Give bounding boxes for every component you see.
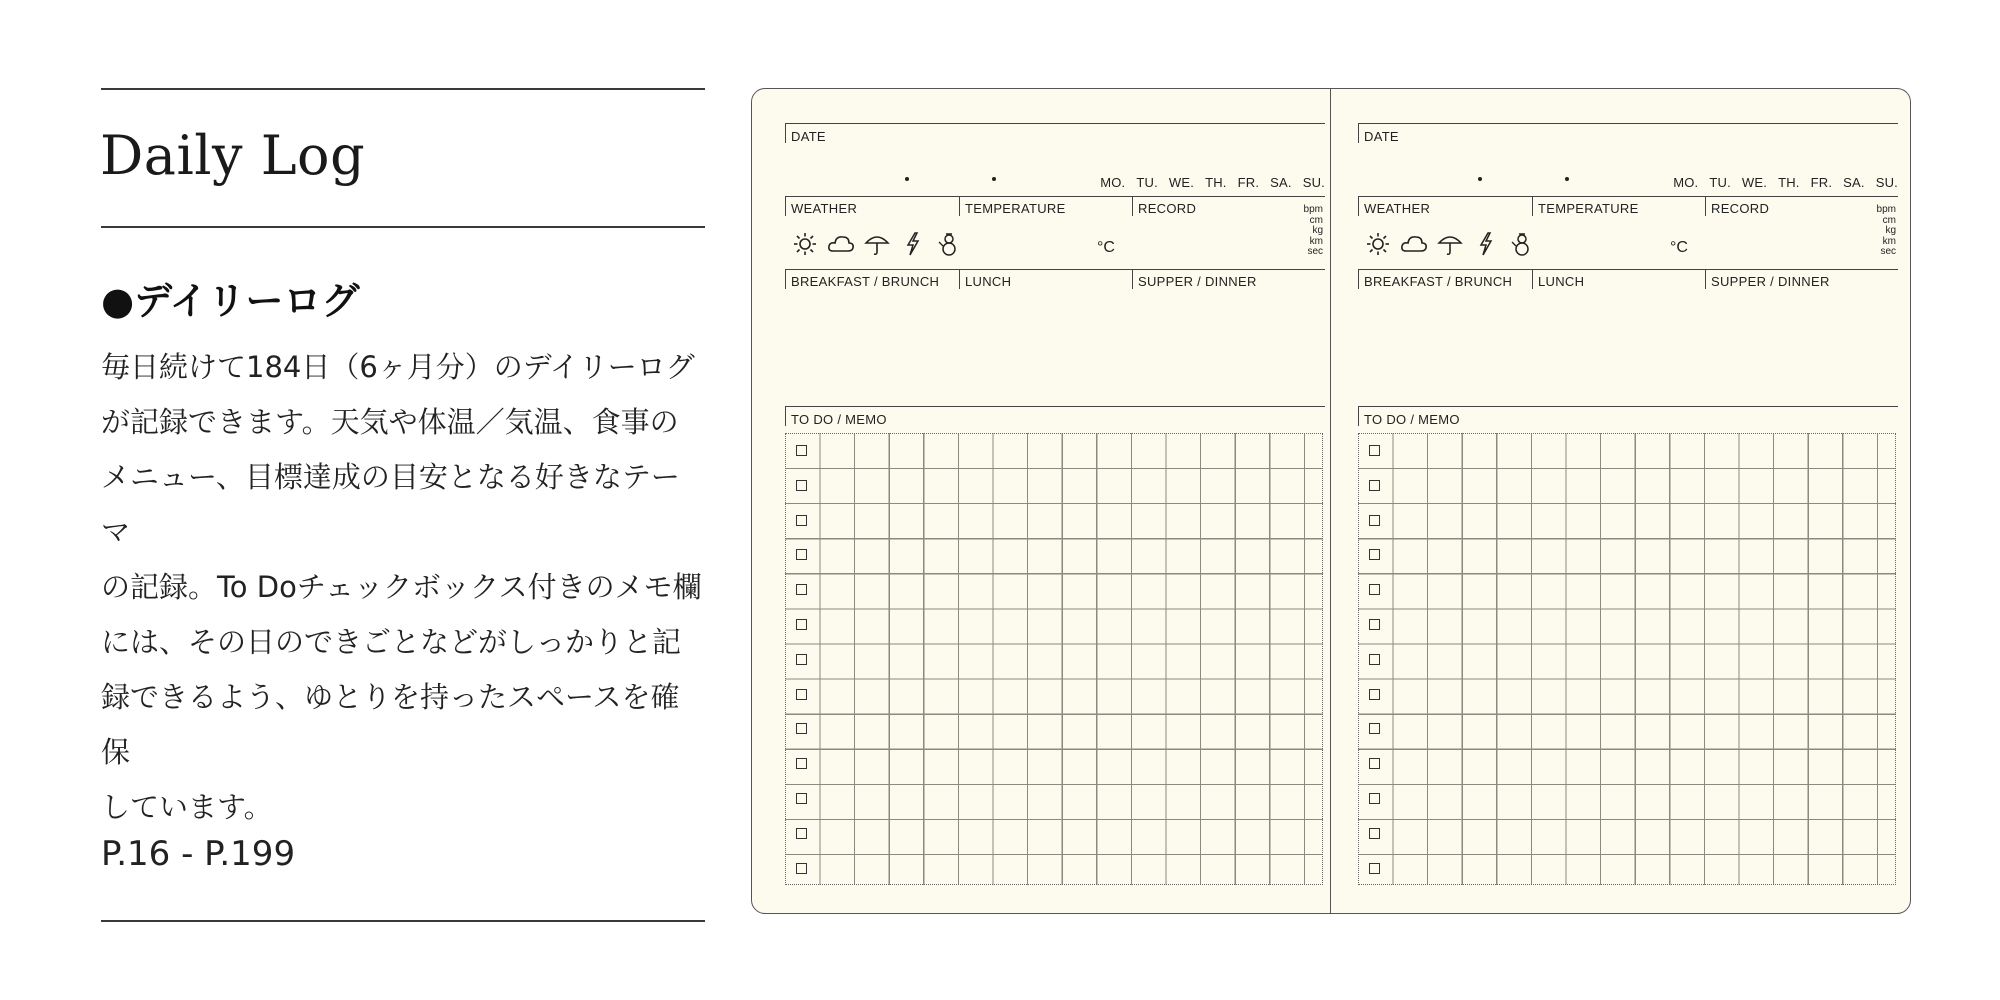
section-title: Daily Log: [100, 124, 366, 187]
temperature-label: TEMPERATURE: [965, 201, 1066, 216]
todo-divider: [785, 406, 786, 426]
lunch-label: LUNCH: [965, 274, 1012, 289]
unit-km: km: [1309, 235, 1323, 247]
weather-label: WEATHER: [1364, 201, 1431, 216]
todo-checkbox[interactable]: [1369, 723, 1380, 734]
umbrella-icon[interactable]: [1436, 231, 1464, 257]
todo-checkbox[interactable]: [796, 480, 807, 491]
unit-kg: kg: [1312, 225, 1323, 236]
weekday-mo[interactable]: MO.: [1100, 175, 1126, 190]
date-label: DATE: [791, 129, 826, 144]
jp-body-line: しています。: [101, 790, 273, 824]
todo-rule: [1358, 406, 1898, 407]
page-range: P.16 - P.199: [101, 834, 296, 874]
todo-checkbox[interactable]: [796, 758, 807, 769]
sun-icon[interactable]: [1364, 231, 1392, 257]
todo-checkbox[interactable]: [796, 828, 807, 839]
date-label: DATE: [1364, 129, 1399, 144]
date-dot: [1478, 177, 1482, 181]
sun-icon[interactable]: [791, 231, 819, 257]
weekday-fr[interactable]: FR.: [1237, 175, 1260, 190]
todo-checkbox[interactable]: [1369, 445, 1380, 456]
jp-heading: ●デイリーログ: [101, 279, 360, 323]
todo-checkbox[interactable]: [1369, 689, 1380, 700]
todo-checkbox[interactable]: [796, 654, 807, 665]
weekday-we[interactable]: WE.: [1741, 175, 1768, 190]
meal-rule: [1358, 269, 1898, 270]
title-rule: [101, 226, 705, 228]
weekday-row: [1100, 175, 1325, 190]
jp-body-line: 毎日続けて184日（6ヶ月分）のデイリーログ: [101, 350, 695, 384]
snowman-icon[interactable]: [935, 231, 963, 257]
todo-checkbox[interactable]: [1369, 584, 1380, 595]
breakfast-divider: [785, 269, 786, 289]
breakfast-label: BREAKFAST / BRUNCH: [1364, 274, 1513, 289]
jp-body-line: には、その日のできごとなどがしっかりと記: [101, 625, 682, 659]
date-rule: [785, 123, 1325, 124]
record-label: RECORD: [1138, 201, 1197, 216]
bottom-rule: [101, 920, 705, 922]
unit-cm: cm: [1882, 214, 1896, 226]
todo-checkbox[interactable]: [796, 549, 807, 560]
notebook-page-left: [785, 89, 1325, 913]
todo-checkbox[interactable]: [1369, 549, 1380, 560]
weekday-su[interactable]: SU.: [1302, 175, 1325, 190]
weekday-th[interactable]: TH.: [1205, 175, 1227, 190]
weekday-mo[interactable]: MO.: [1673, 175, 1699, 190]
todo-checkbox[interactable]: [796, 863, 807, 874]
supper-label: SUPPER / DINNER: [1138, 274, 1257, 289]
notebook-page-right: [1358, 89, 1898, 913]
lightning-icon[interactable]: [1472, 231, 1500, 257]
lunch-label: LUNCH: [1538, 274, 1585, 289]
breakfast-divider: [1358, 269, 1359, 289]
jp-body-line: が記録できます。天気や体温／気温、食事の: [101, 405, 679, 439]
cloud-icon[interactable]: [1400, 231, 1428, 257]
todo-rule: [785, 406, 1325, 407]
weekday-su[interactable]: SU.: [1875, 175, 1898, 190]
unit-kg: kg: [1885, 225, 1896, 236]
temperature-label: TEMPERATURE: [1538, 201, 1639, 216]
todo-checkbox[interactable]: [1369, 515, 1380, 526]
weekday-sa[interactable]: SA.: [1270, 175, 1292, 190]
todo-checkbox[interactable]: [1369, 654, 1380, 665]
todo-checkbox[interactable]: [1369, 758, 1380, 769]
celsius-unit: °C: [1097, 239, 1115, 256]
supper-divider: [1705, 269, 1706, 289]
weather-divider: [1358, 196, 1359, 216]
top-rule: [101, 88, 705, 90]
weather-label: WEATHER: [791, 201, 858, 216]
jp-body-line: メニュー、目標達成の目安となる好きなテーマ: [101, 460, 680, 549]
date-dot: [905, 177, 909, 181]
weekday-row: [1673, 175, 1898, 190]
unit-km: km: [1882, 235, 1896, 247]
weather-divider: [785, 196, 786, 216]
unit-bpm: bpm: [1303, 204, 1323, 215]
record-units: [1877, 205, 1896, 258]
unit-cm: cm: [1309, 214, 1323, 226]
weekday-tu[interactable]: TU.: [1136, 175, 1158, 190]
memo-grid[interactable]: [785, 433, 1323, 885]
weather-icons: [1364, 231, 1536, 257]
todo-checkbox[interactable]: [796, 793, 807, 804]
record-divider: [1132, 196, 1133, 216]
cloud-icon[interactable]: [827, 231, 855, 257]
lunch-divider: [959, 269, 960, 289]
jp-body-line: 録できるよう、ゆとりを持ったスペースを確保: [101, 680, 680, 769]
date-divider: [785, 123, 786, 143]
weekday-sa[interactable]: SA.: [1843, 175, 1865, 190]
date-dot: [1565, 177, 1569, 181]
weekday-fr[interactable]: FR.: [1810, 175, 1833, 190]
jp-description: [101, 340, 707, 835]
weekday-th[interactable]: TH.: [1778, 175, 1800, 190]
notebook-spread: [751, 88, 1911, 914]
weather-icons: [791, 231, 963, 257]
todo-checkbox[interactable]: [1369, 619, 1380, 630]
todo-checkbox[interactable]: [1369, 793, 1380, 804]
lunch-divider: [1532, 269, 1533, 289]
temperature-divider: [1532, 196, 1533, 216]
lightning-icon[interactable]: [899, 231, 927, 257]
record-label: RECORD: [1711, 201, 1770, 216]
todo-checkbox[interactable]: [796, 619, 807, 630]
supper-divider: [1132, 269, 1133, 289]
todo-checkbox[interactable]: [1369, 828, 1380, 839]
todo-label: TO DO / MEMO: [1364, 412, 1460, 427]
date-dot: [992, 177, 996, 181]
notebook-spine: [1330, 89, 1331, 913]
todo-checkbox[interactable]: [796, 584, 807, 595]
unit-bpm: bpm: [1876, 204, 1896, 215]
record-units: [1304, 205, 1323, 258]
weekday-tu[interactable]: TU.: [1709, 175, 1731, 190]
todo-label: TO DO / MEMO: [791, 412, 887, 427]
unit-sec: sec: [1880, 246, 1896, 257]
todo-checkbox[interactable]: [1369, 863, 1380, 874]
weekday-we[interactable]: WE.: [1168, 175, 1195, 190]
weather-rule: [1358, 196, 1898, 197]
record-divider: [1705, 196, 1706, 216]
todo-checkbox[interactable]: [796, 445, 807, 456]
unit-sec: sec: [1307, 246, 1323, 257]
breakfast-label: BREAKFAST / BRUNCH: [791, 274, 940, 289]
meal-rule: [785, 269, 1325, 270]
todo-divider: [1358, 406, 1359, 426]
supper-label: SUPPER / DINNER: [1711, 274, 1830, 289]
todo-checkbox[interactable]: [796, 515, 807, 526]
todo-checkbox[interactable]: [1369, 480, 1380, 491]
date-divider: [1358, 123, 1359, 143]
celsius-unit: °C: [1670, 239, 1688, 256]
date-rule: [1358, 123, 1898, 124]
todo-checkbox[interactable]: [796, 723, 807, 734]
snowman-icon[interactable]: [1508, 231, 1536, 257]
umbrella-icon[interactable]: [863, 231, 891, 257]
weather-rule: [785, 196, 1325, 197]
jp-body-line: の記録。To Doチェックボックス付きのメモ欄: [101, 570, 702, 604]
memo-grid[interactable]: [1358, 433, 1896, 885]
todo-checkbox[interactable]: [796, 689, 807, 700]
temperature-divider: [959, 196, 960, 216]
